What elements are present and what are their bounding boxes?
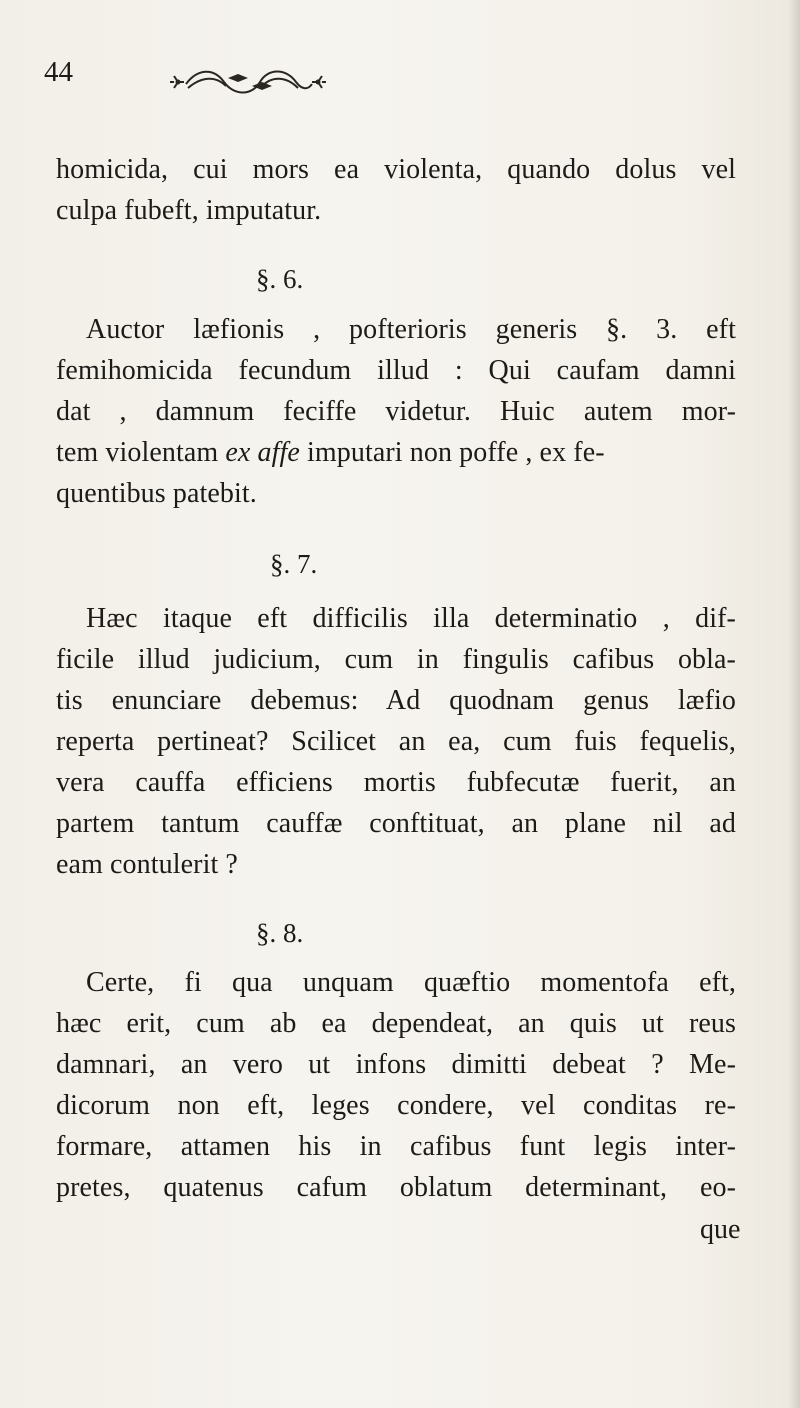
text-line-13: partem tantum cauffæ conftituat, an plane nil ad	[56, 808, 736, 839]
page-number: 44	[44, 56, 73, 88]
section-heading-8: §. 8.	[256, 918, 304, 948]
text-line-16: hæc erit, cum ab ea dependeat, an quis ut reus	[56, 1008, 736, 1039]
text-line-1: homicida, cui mors ea violenta, quando dolus vel	[56, 154, 736, 185]
text-line-2: culpa fubeft, imputatur.	[56, 195, 322, 226]
text-run: imputari non poffe , ex fe-	[299, 437, 605, 468]
text-line-6	[56, 439, 605, 467]
text-line-17: damnari, an vero ut infons dimitti debeat ? Me-	[56, 1049, 736, 1080]
text-line-18: dicorum non eft, leges condere, vel conditas re-	[56, 1090, 736, 1121]
catchword: que	[700, 1214, 741, 1245]
text-line-3: Auctor læfionis , pofterioris generis §. 3. eft	[86, 314, 736, 345]
page-edge-shadow	[788, 0, 800, 1408]
section-heading-6: §. 6.	[256, 264, 304, 294]
text-line-11: reperta pertineat? Scilicet an ea, cum fuis fequelis,	[56, 726, 736, 757]
text-line-5: dat , damnum feciffe videtur. Huic autem mor-	[56, 396, 736, 427]
text-line-12: vera cauffa efficiens mortis fubfecutæ fuerit, an	[56, 767, 736, 798]
text-line-14: eam contulerit ?	[56, 849, 238, 880]
text-line-4: femihomicida fecundum illud : Qui caufam damni	[56, 355, 736, 386]
text-line-9: ficile illud judicium, cum in fingulis cafibus obla-	[56, 644, 736, 675]
text-line-20: pretes, quatenus cafum oblatum determinant, eo-	[56, 1172, 736, 1203]
text-line-19: formare, attamen his in cafibus funt legis inter-	[56, 1131, 736, 1162]
text-run: tem violentam	[56, 437, 226, 468]
text-line-7: quentibus patebit.	[56, 478, 257, 509]
italic-phrase: ex affe	[225, 437, 300, 468]
ornament-headpiece-icon	[168, 64, 328, 100]
text-line-10: tis enunciare debemus: Ad quodnam genus læfio	[56, 685, 736, 716]
text-line-15: Certe, fi qua unquam quæftio momentofa eft,	[86, 967, 736, 998]
text-line-8: Hæc itaque eft difficilis illa determinatio , dif-	[86, 603, 736, 634]
section-heading-7: §. 7.	[270, 549, 318, 579]
